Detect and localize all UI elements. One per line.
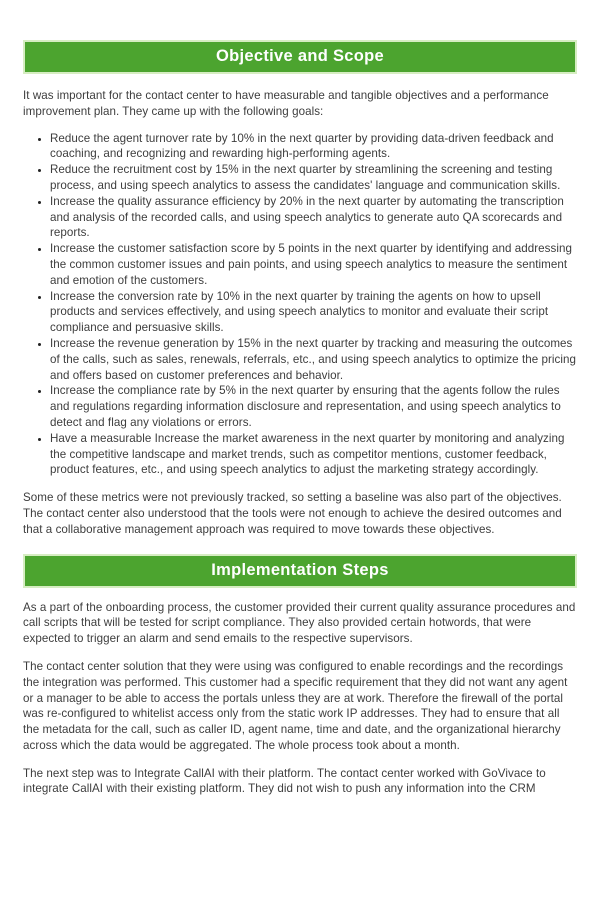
goal-item-qa-efficiency: • Increase the quality assurance efficiency by 20% in the next quarter by automating the transcription and analysis of the recorded calls, and using speech analytics to generate auto QA scorecards and reports. bbox=[50, 194, 577, 241]
section-heading-implementation-label: Implementation Steps bbox=[211, 560, 389, 579]
objective-intro-paragraph: It was important for the contact center to have measurable and tangible objectives and a performance improvement plan. They came up with the following goals: bbox=[23, 89, 549, 118]
goal-item-market-awareness: • Have a measurable Increase the market awareness in the next quarter by monitoring and analyzing the competitive landscape and market trends, such as competitor mentions, customer feedback, product features, etc., and using speech analytics to adjust the marketing strategy accordingly. bbox=[50, 431, 577, 478]
section-heading-implementation-steps bbox=[23, 554, 577, 588]
goal-item-customer-satisfaction: • Increase the customer satisfaction score by 5 points in the next quarter by identifying and addressing the common customer issues and pain points, and using speech analytics to measure the sentiment and emotion of the customers. bbox=[50, 241, 577, 288]
section-heading-objective-and-scope bbox=[23, 40, 577, 74]
objective-outro-paragraph: Some of these metrics were not previously tracked, so setting a baseline was also part of the objectives. The contact center also understood that the tools were not enough to achieve the desired outcomes and that a collaborative management approach was required to move towards these objectives. bbox=[23, 491, 562, 536]
goal-item-agent-turnover: • Reduce the agent turnover rate by 10% in the next quarter by providing data-driven feedback and coaching, and recognizing and rewarding high-performing agents. bbox=[50, 131, 577, 163]
implementation-paragraph-integration: The next step was to Integrate CallAI with their platform. The contact center worked with GoVivace to integrate CallAI with their existing platform. They did not wish to push any information into the CRM bbox=[23, 766, 546, 796]
implementation-paragraph-onboarding: As a part of the onboarding process, the customer provided their current quality assurance procedures and call scripts that will be tested for script compliance. They also provided certain hotwords, that were expected to trigger an alarm and send emails to the respective supervisors. bbox=[23, 600, 576, 646]
goal-item-conversion-rate: • Increase the conversion rate by 10% in the next quarter by training the agents on how to upsell products and services effectively, and using speech analytics to monitor and evaluate their script compliance and persuasive skills. bbox=[50, 289, 577, 336]
section-heading-objective-label: Objective and Scope bbox=[215, 47, 384, 65]
goal-item-recruitment-cost: • Reduce the recruitment cost by 15% in the next quarter by streamlining the screening and testing process, and using speech analytics to assess the candidates' language and communication skills. bbox=[50, 162, 577, 194]
goal-item-revenue-generation: • Increase the revenue generation by 15% in the next quarter by tracking and measuring the outcomes of the calls, such as sales, renewals, referrals, etc., and using speech analytics to optimize the pricing and offers based on customer preferences and behavior. bbox=[50, 336, 577, 383]
implementation-paragraph-configuration: The contact center solution that they were using was configured to enable recordings and the recordings the integration was performed. This customer had a specific requirement that they did not want any agent or a manager to be able to access the portals unless they are at work. Therefore the firewall of the portal was re-configured to whitelist access only from the static work IP addresses. They had to ensure that all the metadata for the call, such as caller ID, agent name, time and date, and the organizational hierarchy across which the data would be aggregated. The whole process took about a month. bbox=[23, 659, 568, 752]
goal-item-compliance-rate: • Increase the compliance rate by 5% in the next quarter by ensuring that the agents follow the rules and regulations regarding information disclosure and representation, and using speech analytics to detect and flag any violations or errors. bbox=[50, 383, 577, 430]
objective-goals-list bbox=[23, 131, 577, 479]
